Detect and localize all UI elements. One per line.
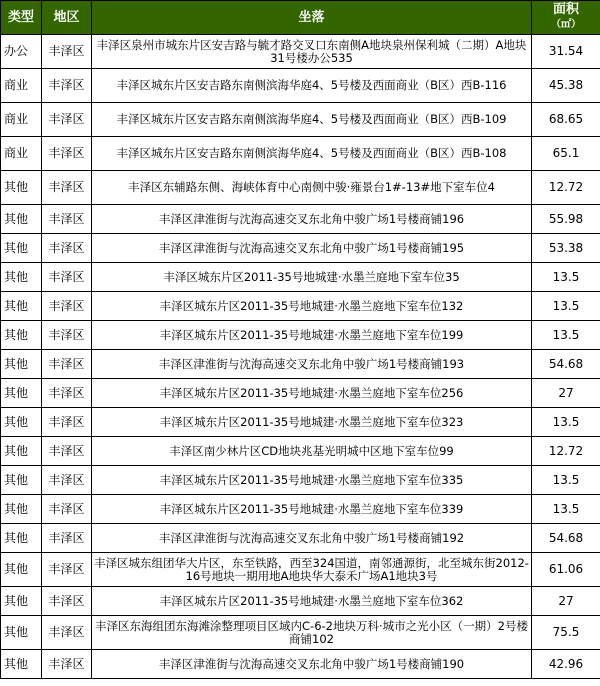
cell-type: 其他	[1, 171, 42, 205]
table-row	[1, 350, 600, 379]
cell-address: 丰泽区城东片区安吉路东南侧滨海华庭4、5号楼及西面商业（B区）西B-108	[92, 137, 532, 171]
table-row	[1, 466, 600, 495]
table-row	[1, 35, 600, 69]
cell-address: 丰泽区城东片区2011-35号地城建·水墨兰庭地下室车位132	[92, 292, 532, 321]
cell-area: 54.68	[532, 524, 600, 553]
cell-region: 丰泽区	[42, 553, 92, 587]
table-row	[1, 103, 600, 137]
table-row	[1, 553, 600, 587]
table-body	[1, 35, 600, 679]
header-type: 类型	[1, 1, 42, 35]
table-row	[1, 321, 600, 350]
cell-area: 31.54	[532, 35, 600, 69]
cell-area: 61.06	[532, 553, 600, 587]
cell-area: 13.5	[532, 292, 600, 321]
table-row	[1, 524, 600, 553]
table-row	[1, 171, 600, 205]
cell-area: 65.1	[532, 137, 600, 171]
cell-address: 丰泽区城东片区2011-35号地城建·水墨兰庭地下室车位335	[92, 466, 532, 495]
cell-region: 丰泽区	[42, 495, 92, 524]
cell-address: 丰泽区城东片区2011-35号地城建·水墨兰庭地下室车位339	[92, 495, 532, 524]
cell-type: 其他	[1, 650, 42, 679]
header-area-label: 面积	[552, 2, 579, 17]
header-area-unit: （㎡）	[551, 19, 581, 30]
cell-address: 丰泽区城东片区2011-35号地城建·水墨兰庭地下室车位256	[92, 379, 532, 408]
cell-address: 丰泽区津淮街与沈海高速交叉东北角中骏广场1号楼商铺190	[92, 650, 532, 679]
cell-area: 12.72	[532, 171, 600, 205]
cell-area: 12.72	[532, 437, 600, 466]
table-row	[1, 587, 600, 616]
table-row	[1, 234, 600, 263]
cell-type: 其他	[1, 553, 42, 587]
header-address: 坐落	[92, 1, 532, 35]
cell-area: 55.98	[532, 205, 600, 234]
cell-area: 27	[532, 379, 600, 408]
cell-address: 丰泽区城东片区安吉路东南侧滨海华庭4、5号楼及西面商业（B区）西B-116	[92, 69, 532, 103]
cell-region: 丰泽区	[42, 234, 92, 263]
cell-region: 丰泽区	[42, 205, 92, 234]
cell-address: 丰泽区津淮街与沈海高速交叉东北角中骏广场1号楼商铺195	[92, 234, 532, 263]
table-row	[1, 616, 600, 650]
cell-address: 丰泽区津淮街与沈海高速交叉东北角中骏广场1号楼商铺192	[92, 524, 532, 553]
cell-type: 其他	[1, 205, 42, 234]
table-row	[1, 495, 600, 524]
cell-type: 其他	[1, 437, 42, 466]
cell-region: 丰泽区	[42, 650, 92, 679]
cell-region: 丰泽区	[42, 69, 92, 103]
cell-region: 丰泽区	[42, 321, 92, 350]
cell-area: 75.5	[532, 616, 600, 650]
cell-type: 其他	[1, 408, 42, 437]
cell-region: 丰泽区	[42, 292, 92, 321]
cell-type: 其他	[1, 587, 42, 616]
cell-region: 丰泽区	[42, 137, 92, 171]
cell-area: 42.96	[532, 650, 600, 679]
cell-region: 丰泽区	[42, 103, 92, 137]
cell-type: 其他	[1, 292, 42, 321]
cell-address: 丰泽区城东片区2011-35号地城建·水墨兰庭地下室车位199	[92, 321, 532, 350]
cell-address: 丰泽区南少林片区CD地块兆基光明城中区地下室车位99	[92, 437, 532, 466]
cell-address: 丰泽区城东片区2011-35号地城建·水墨兰庭地下室车位323	[92, 408, 532, 437]
cell-type: 其他	[1, 379, 42, 408]
cell-area: 27	[532, 587, 600, 616]
cell-type: 商业	[1, 137, 42, 171]
cell-area: 13.5	[532, 263, 600, 292]
table-row	[1, 408, 600, 437]
cell-address: 丰泽区城东组团华大片区，东至铁路，西至324国道，南邻通源街，北至城东街2012-16号地块一期用地A地块华大泰禾广场A1地块3号	[92, 553, 532, 587]
watermark	[591, 671, 595, 684]
table-row	[1, 650, 600, 679]
header-region: 地区	[42, 1, 92, 35]
cell-type: 商业	[1, 69, 42, 103]
table-row	[1, 205, 600, 234]
cell-type: 其他	[1, 616, 42, 650]
table-header-row	[1, 1, 600, 35]
cell-address: 丰泽区泉州市城东片区安吉路与毓才路交叉口东南侧A地块泉州保利城（二期）A地块31号楼办公535	[92, 35, 532, 69]
cell-area: 68.65	[532, 103, 600, 137]
table-row	[1, 69, 600, 103]
cell-type: 办公	[1, 35, 42, 69]
cell-type: 其他	[1, 350, 42, 379]
cell-address: 丰泽区城东片区安吉路东南侧滨海华庭4、5号楼及西面商业（B区）西B-109	[92, 103, 532, 137]
cell-type: 其他	[1, 495, 42, 524]
cell-region: 丰泽区	[42, 379, 92, 408]
cell-type: 其他	[1, 263, 42, 292]
cell-region: 丰泽区	[42, 408, 92, 437]
cell-region: 丰泽区	[42, 263, 92, 292]
cell-region: 丰泽区	[42, 524, 92, 553]
cell-region: 丰泽区	[42, 35, 92, 69]
cell-type: 商业	[1, 103, 42, 137]
header-area	[532, 1, 600, 35]
cell-area: 13.5	[532, 466, 600, 495]
cell-address: 丰泽区东海组团东海滩涂整理项目区域内C-6-2地块万科·城市之光小区（一期）2号楼商铺102	[92, 616, 532, 650]
cell-area: 54.68	[532, 350, 600, 379]
cell-address: 丰泽区东辅路东侧、海峡体育中心南侧中骏·雍景台1#-13#地下室车位4	[92, 171, 532, 205]
cell-address: 丰泽区津淮街与沈海高速交叉东北角中骏广场1号楼商铺196	[92, 205, 532, 234]
cell-address: 丰泽区城东片区2011-35号地城建·水墨兰庭地下室车位362	[92, 587, 532, 616]
cell-area: 53.38	[532, 234, 600, 263]
table-row	[1, 137, 600, 171]
cell-region: 丰泽区	[42, 616, 92, 650]
cell-region: 丰泽区	[42, 171, 92, 205]
cell-address: 丰泽区津淮街与沈海高速交叉东北角中骏广场1号楼商铺193	[92, 350, 532, 379]
cell-type: 其他	[1, 466, 42, 495]
cell-region: 丰泽区	[42, 466, 92, 495]
table-row	[1, 379, 600, 408]
cell-area: 45.38	[532, 69, 600, 103]
cell-region: 丰泽区	[42, 437, 92, 466]
cell-type: 其他	[1, 524, 42, 553]
table-row	[1, 263, 600, 292]
cell-area: 13.5	[532, 408, 600, 437]
cell-area: 13.5	[532, 495, 600, 524]
table-row	[1, 292, 600, 321]
cell-area: 13.5	[532, 321, 600, 350]
cell-address: 丰泽区城东片区2011-35号地城建·水墨兰庭地下室车位35	[92, 263, 532, 292]
table-row	[1, 437, 600, 466]
cell-region: 丰泽区	[42, 587, 92, 616]
cell-type: 其他	[1, 234, 42, 263]
cell-type: 其他	[1, 321, 42, 350]
cell-region: 丰泽区	[42, 350, 92, 379]
